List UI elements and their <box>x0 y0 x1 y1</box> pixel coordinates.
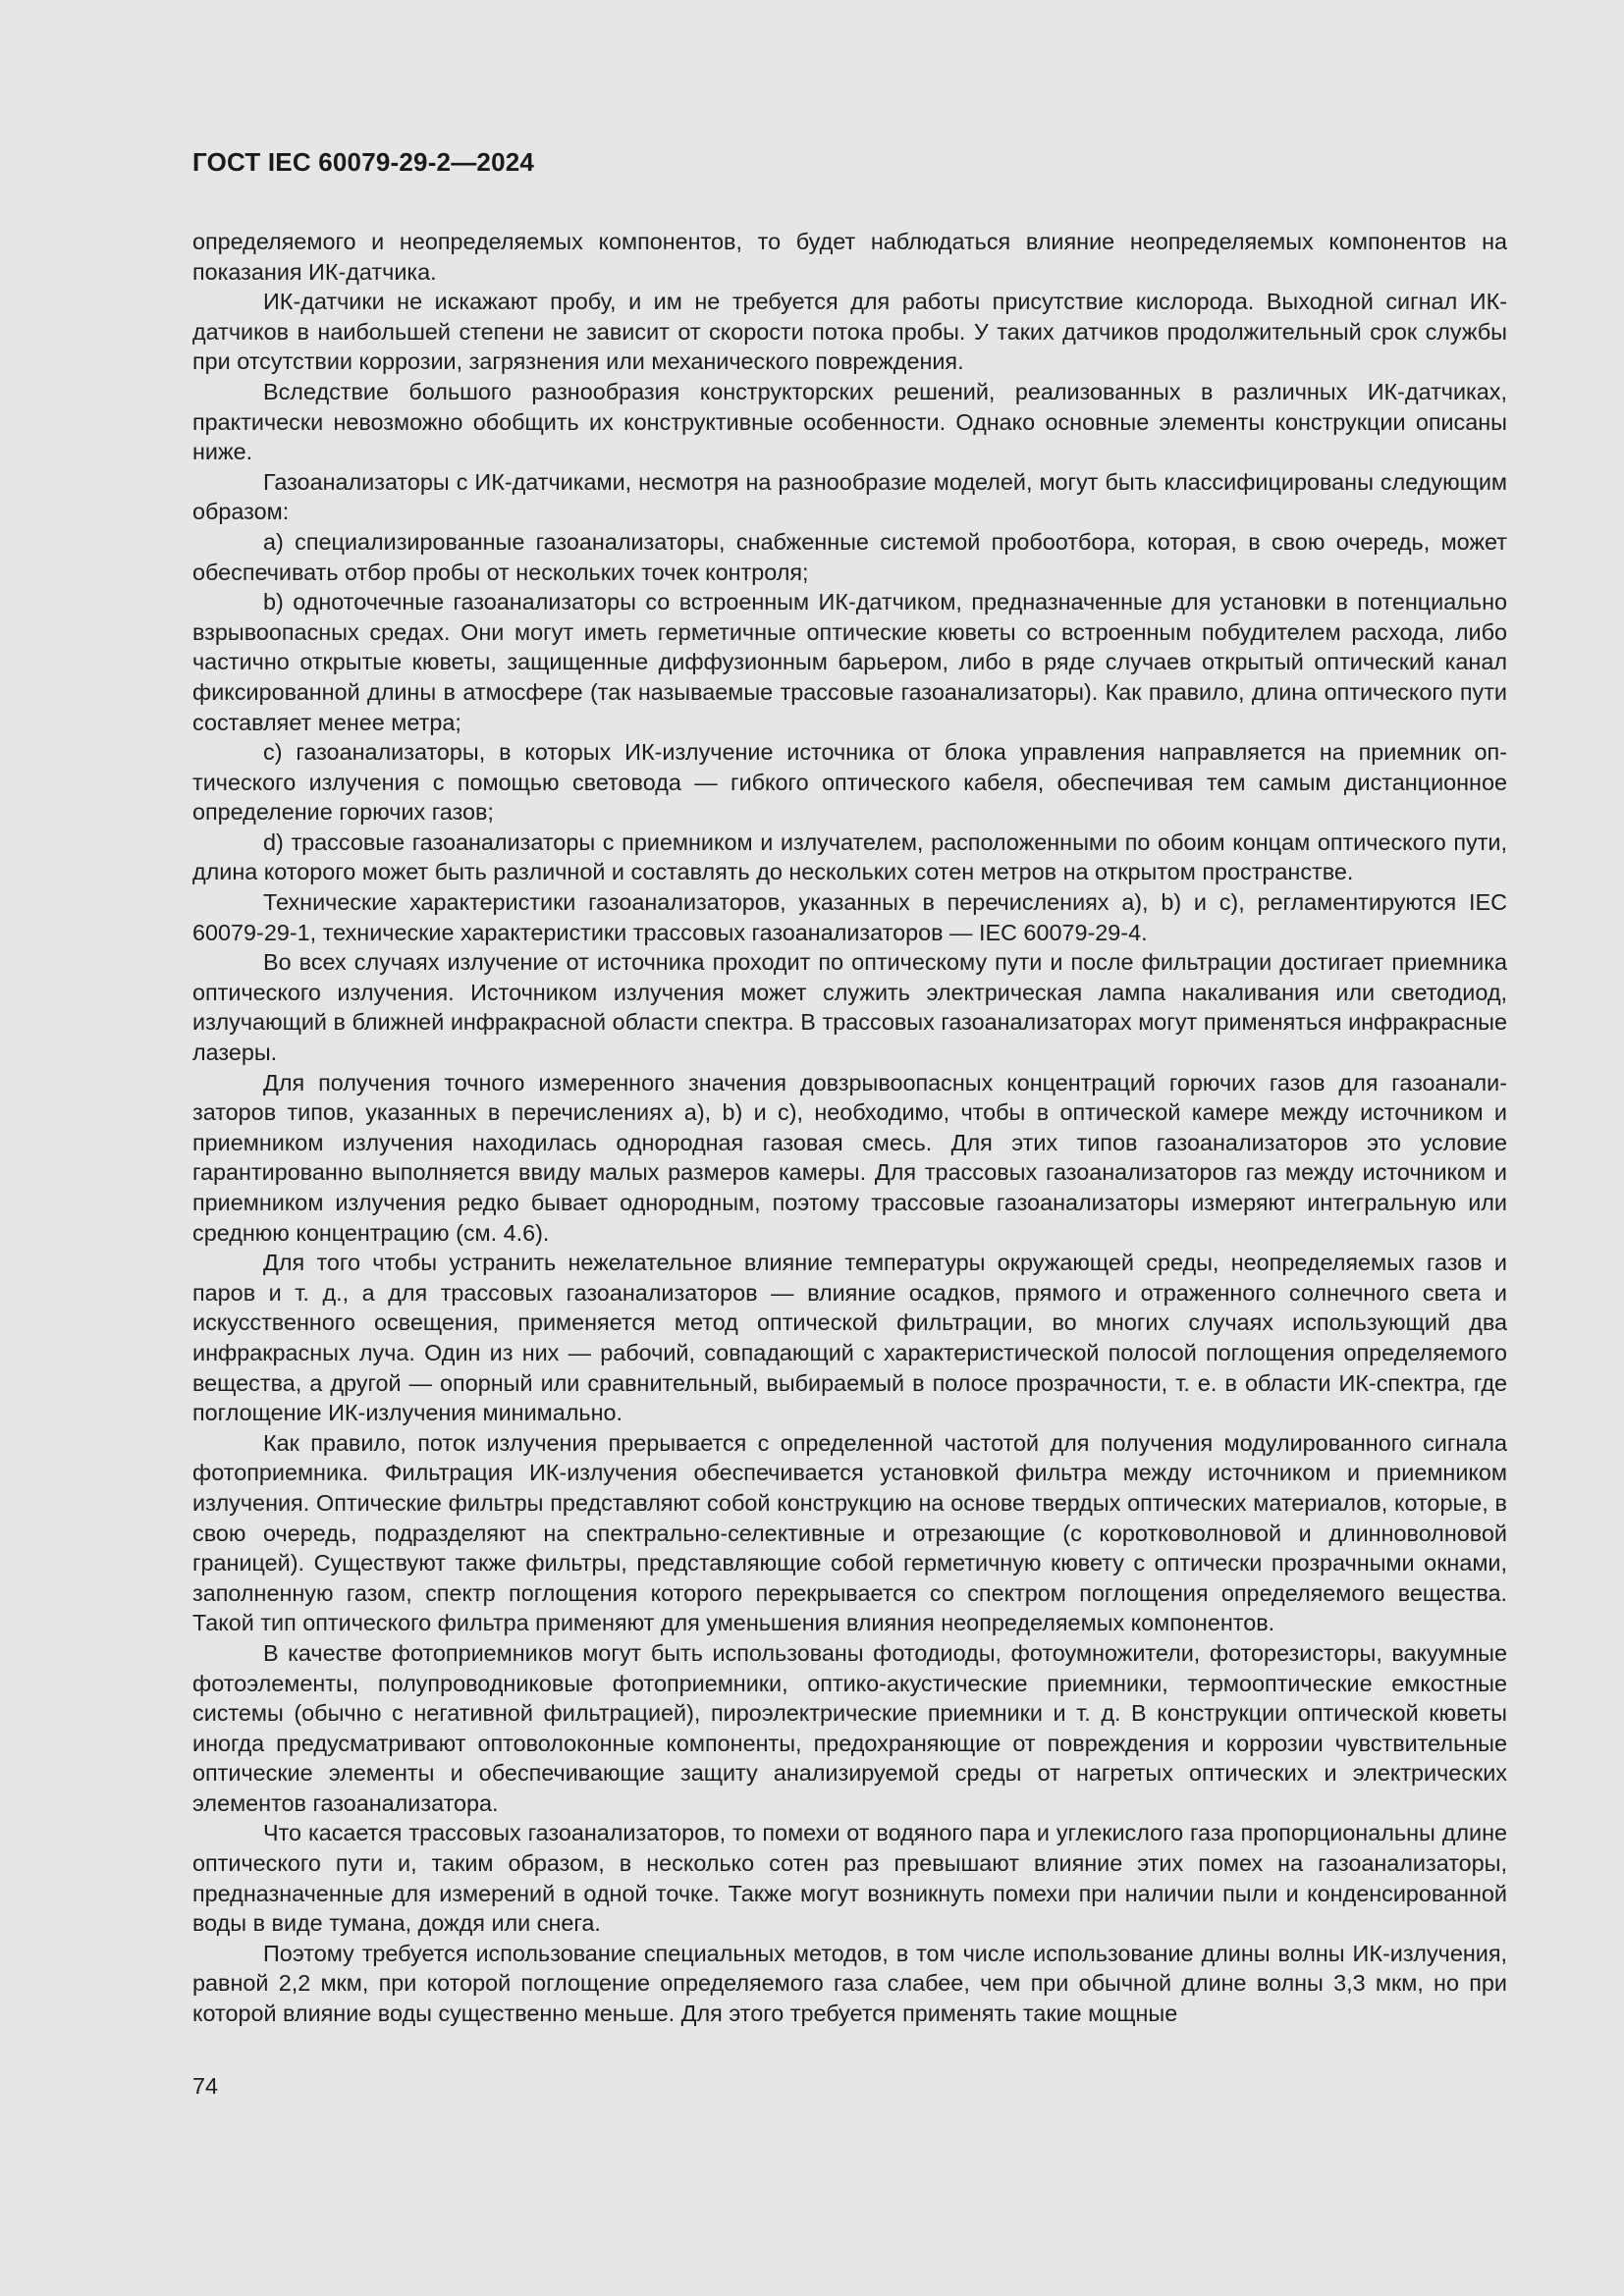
paragraph: Во всех случаях излучение от источника проходит по оптическому пути и после фильтрации достигает приемника оптического излучения. Источником излучения может служить электрическая лампа накаливания или светодиод, излучающий в ближней инфракрасной области спектра. В трассовых газоанализаторах могут применяться инфракрасные лазеры. <box>192 949 1507 1066</box>
paragraph: ИК-датчики не искажают пробу, и им не требуется для работы присутствие кислорода. Выходной сигнал ИК-датчиков в наибольшей степени не зависит от скорости потока пробы. У таких датчиков продолжительный срок службы при отсутствии коррозии, загрязнения или механического повреждения. <box>192 289 1507 375</box>
paragraph: Газоанализаторы с ИК-датчиками, несмотря на разнообразие моделей, могут быть классифицированы следующим образом: <box>192 468 1507 525</box>
paragraph: Что касается трассовых газоанализаторов, то помехи от водяного пара и углекислого газа пропорциональны длине оптического пути и, таким образом, в несколько сотен раз превышают влияние этих помех на газоанализаторы, предназначенные для измерений в одной точке. Также могут возникнуть помехи при наличии пыли и конденсированной воды в виде тумана, дождя или снега. <box>192 1820 1507 1937</box>
paragraph: определяемого и неопределяемых компонентов, то будет наблюдаться влияние неопределяемых компонентов на показания ИК-датчика. <box>192 229 1507 285</box>
paragraph: Для того чтобы устранить нежелательное влияние температуры окружающей среды, неопределяемых газов и паров и т. д., а для трассовых газоанализаторов — влияние осадков, прямого и отраженного солнечного света и искусственного освещения, применяется метод оптической фильтрации, во многих случаях использующий два инфракрасных луча. Один из них — рабочий, совпадающий с характеристической полосой поглощения определяемого вещества, а другой — опорный или сравнительный, выбираемый в полосе прозрачности, т. е. в области ИК-спектра, где поглощение ИК-излучения минимально. <box>192 1250 1507 1426</box>
paragraph: Вследствие большого разнообразия конструкторских решений, реализованных в различных ИК-датчиках, практически невозможно обобщить их конструктивные особенности. Однако основные элементы конструкции описаны ниже. <box>192 378 1507 465</box>
document-body <box>192 227 1507 2029</box>
paragraph: Для получения точного измеренного значения довзрывоопасных концентраций горючих газов для газоанализаторов типов, указанных в перечислениях a), b) и c), необходимо, чтобы в оптической камере между источником и приемником излучения находилась однородная газовая смесь. Для этих типов газоанализаторов это условие гарантированно выполняется ввиду малых размеров камеры. Для трассовых газоанализаторов газ между источником и приемником излучения редко бывает однородным, поэтому трассовые газоанализаторы измеряют интегральную или среднюю концентрацию (см. 4.6). <box>192 1069 1507 1246</box>
document-header: ГОСТ IEC 60079-29-2—2024 <box>192 147 535 177</box>
list-item: d) трассовые газоанализаторы с приемником и излучателем, расположенными по обоим концам оптического пути, длина которого может быть различной и составлять до нескольких сотен метров на открытом пространстве. <box>192 828 1507 885</box>
paragraph: В качестве фотоприемников могут быть использованы фотодиоды, фотоумножители, фоторезисторы, вакуумные фотоэлементы, полупроводниковые фотоприемники, оптико-акустические приемники, термооптические емкостные системы (обычно с негативной фильтрацией), пироэлектрические приемники и т. д. В конструкции оптической кюветы иногда предусматривают оптоволоконные компоненты, предохраняющие от повреждения и коррозии чувствительные оптические элементы и обеспечивающие защиту анализируемой среды от нагретых оптических и электрических элементов газоанализатора. <box>192 1639 1507 1816</box>
page-number: 74 <box>192 2073 219 2099</box>
list-item: b) одноточечные газоанализаторы со встроенным ИК-датчиком, предназначенные для установки в потенциально взрывоопасных средах. Они могут иметь герметичные оптические кюветы со встроенным побудителем расхода, либо частично открытые кюветы, защищенные диффузионным барьером, либо в ряде случаев открытый оптический канал фиксированной длины в атмосфере (так называемые трассовые газоанализаторы). Как правило, длина оптического пути составляет менее метра; <box>192 589 1507 735</box>
list-item: c) газоанализаторы, в которых ИК-излучение источника от блока управления направляется на приемник оптического излучения с помощью световода — гибкого оптического кабеля, обеспечивая тем самым дистанционное определение горючих газов; <box>192 739 1507 826</box>
list-item: a) специализированные газоанализаторы, снабженные системой пробоотбора, которая, в свою очередь, может обеспечивать отбор пробы от нескольких точек контроля; <box>192 528 1507 585</box>
paragraph: Как правило, поток излучения прерывается с определенной частотой для получения модулированного сигнала фотоприемника. Фильтрация ИК-излучения обеспечивается установкой фильтра между источником и приемником излучения. Оптические фильтры представляют собой конструкцию на основе твердых оптических материалов, которые, в свою очередь, подразделяют на спектрально-селективные и отрезающие (с коротковолновой и длинноволновой границей). Существуют также фильтры, представляющие собой герметичную кювету с оптически прозрачными окнами, заполненную газом, спектр поглощения которого перекрывается со спектром поглощения определяемого вещества. Такой тип оптического фильтра применяют для уменьшения влияния неопределяемых компонентов. <box>192 1429 1507 1636</box>
paragraph: Поэтому требуется использование специальных методов, в том числе использование длины волны ИК-излучения, равной 2,2 мкм, при которой поглощение определяемого газа слабее, чем при обычной длине волны 3,3 мкм, но при которой влияние воды существенно меньше. Для этого требуется применять такие мощные <box>192 1940 1507 2027</box>
paragraph: Технические характеристики газоанализаторов, указанных в перечислениях a), b) и c), регламентируются IEC 60079-29-1, технические характеристики трассовых газоанализаторов — IEC 60079-29-4. <box>192 889 1507 945</box>
